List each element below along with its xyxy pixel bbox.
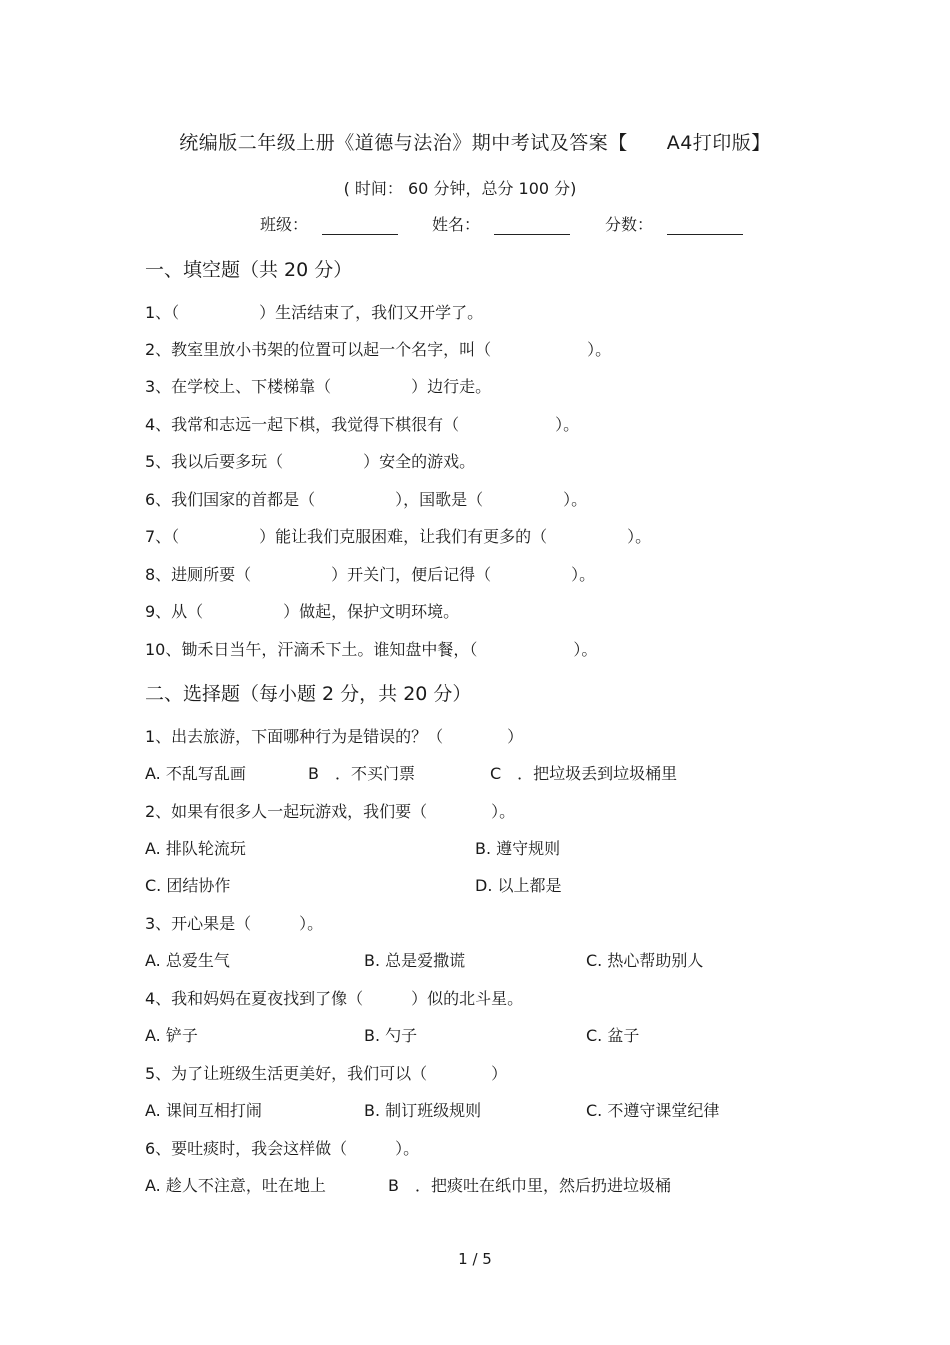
choice-question-5: 5、为了让班级生活更美好，我们可以（ ） — [145, 1064, 508, 1083]
fill-item-8: 8、进厕所要（ ）开关门，便后记得（ ）。 — [145, 565, 596, 584]
fill-item-1: 1、（ ）生活结束了，我们又开学了。 — [145, 303, 484, 322]
q2-option-c: C. 团结协作 — [145, 876, 231, 895]
q3-option-c: C. 热心帮助别人 — [586, 951, 704, 970]
fill-item-7: 7、（ ）能让我们克服困难，让我们有更多的（ ）。 — [145, 527, 652, 546]
choice-question-1: 1、出去旅游，下面哪种行为是错误的？（ ） — [145, 727, 524, 746]
q6-option-a: A. 趁人不注意，吐在地上 — [145, 1176, 326, 1195]
q4-option-b: B. 勺子 — [364, 1026, 418, 1045]
q1-option-c: C ．把垃圾丢到垃圾桶里 — [490, 764, 678, 783]
fill-item-3: 3、在学校上、下楼梯靠（ ）边行走。 — [145, 377, 492, 396]
fill-item-9: 9、从（ ）做起，保护文明环境。 — [145, 602, 460, 621]
q2-option-a: A. 排队轮流玩 — [145, 839, 246, 858]
name-blank — [494, 216, 570, 235]
q2-option-d: D. 以上都是 — [475, 876, 562, 895]
class-label: 班级： — [260, 215, 309, 234]
score-label: 分数： — [605, 215, 654, 234]
score-field — [605, 212, 743, 236]
q2-option-b: B. 遵守规则 — [475, 839, 561, 858]
q6-option-b: B ．把痰吐在纸巾里，然后扔进垃圾桶 — [388, 1176, 671, 1195]
q4-option-a: A. 铲子 — [145, 1026, 198, 1045]
q1-option-a: A. 不乱写乱画 — [145, 764, 246, 783]
page-title: 统编版二年级上册《道德与法治》期中考试及答案【 A4打印版】 — [179, 132, 771, 154]
q5-option-c: C. 不遵守课堂纪律 — [586, 1101, 720, 1120]
choice-question-4: 4、我和妈妈在夏夜找到了像（ ）似的北斗星。 — [145, 989, 524, 1008]
choice-question-3: 3、开心果是（ ）。 — [145, 914, 324, 933]
class-blank — [322, 216, 398, 235]
q4-option-c: C. 盆子 — [586, 1026, 640, 1045]
fill-item-4: 4、我常和志远一起下棋，我觉得下棋很有（ ）。 — [145, 415, 580, 434]
fill-item-6: 6、我们国家的首都是（ ），国歌是（ ）。 — [145, 490, 588, 509]
q3-option-b: B. 总是爱撒谎 — [364, 951, 466, 970]
section-fill-blank-heading: 一、填空题（共 20 分） — [145, 259, 353, 281]
q1-option-b: B ．不买门票 — [308, 764, 415, 783]
score-blank — [667, 216, 743, 235]
choice-question-6: 6、要吐痰时，我会这样做（ ）。 — [145, 1139, 420, 1158]
choice-question-2: 2、如果有很多人一起玩游戏，我们要（ ）。 — [145, 802, 516, 821]
exam-time-info: ( 时间： 60 分钟，总分 100 分) — [343, 179, 577, 198]
page-number: 1 / 5 — [458, 1250, 492, 1268]
q3-option-a: A. 总爱生气 — [145, 951, 230, 970]
fill-item-5: 5、我以后要多玩（ ）安全的游戏。 — [145, 452, 476, 471]
fill-item-2: 2、教室里放小书架的位置可以起一个名字，叫（ ）。 — [145, 340, 612, 359]
q5-option-a: A. 课间互相打闹 — [145, 1101, 262, 1120]
name-label: 姓名： — [432, 215, 481, 234]
section-choice-heading: 二、选择题（每小题 2 分，共 20 分） — [145, 683, 472, 705]
class-field — [260, 212, 398, 236]
name-field — [432, 212, 570, 236]
q5-option-b: B. 制订班级规则 — [364, 1101, 482, 1120]
fill-item-10: 10、锄禾日当午，汗滴禾下土。谁知盘中餐，（ ）。 — [145, 640, 598, 659]
